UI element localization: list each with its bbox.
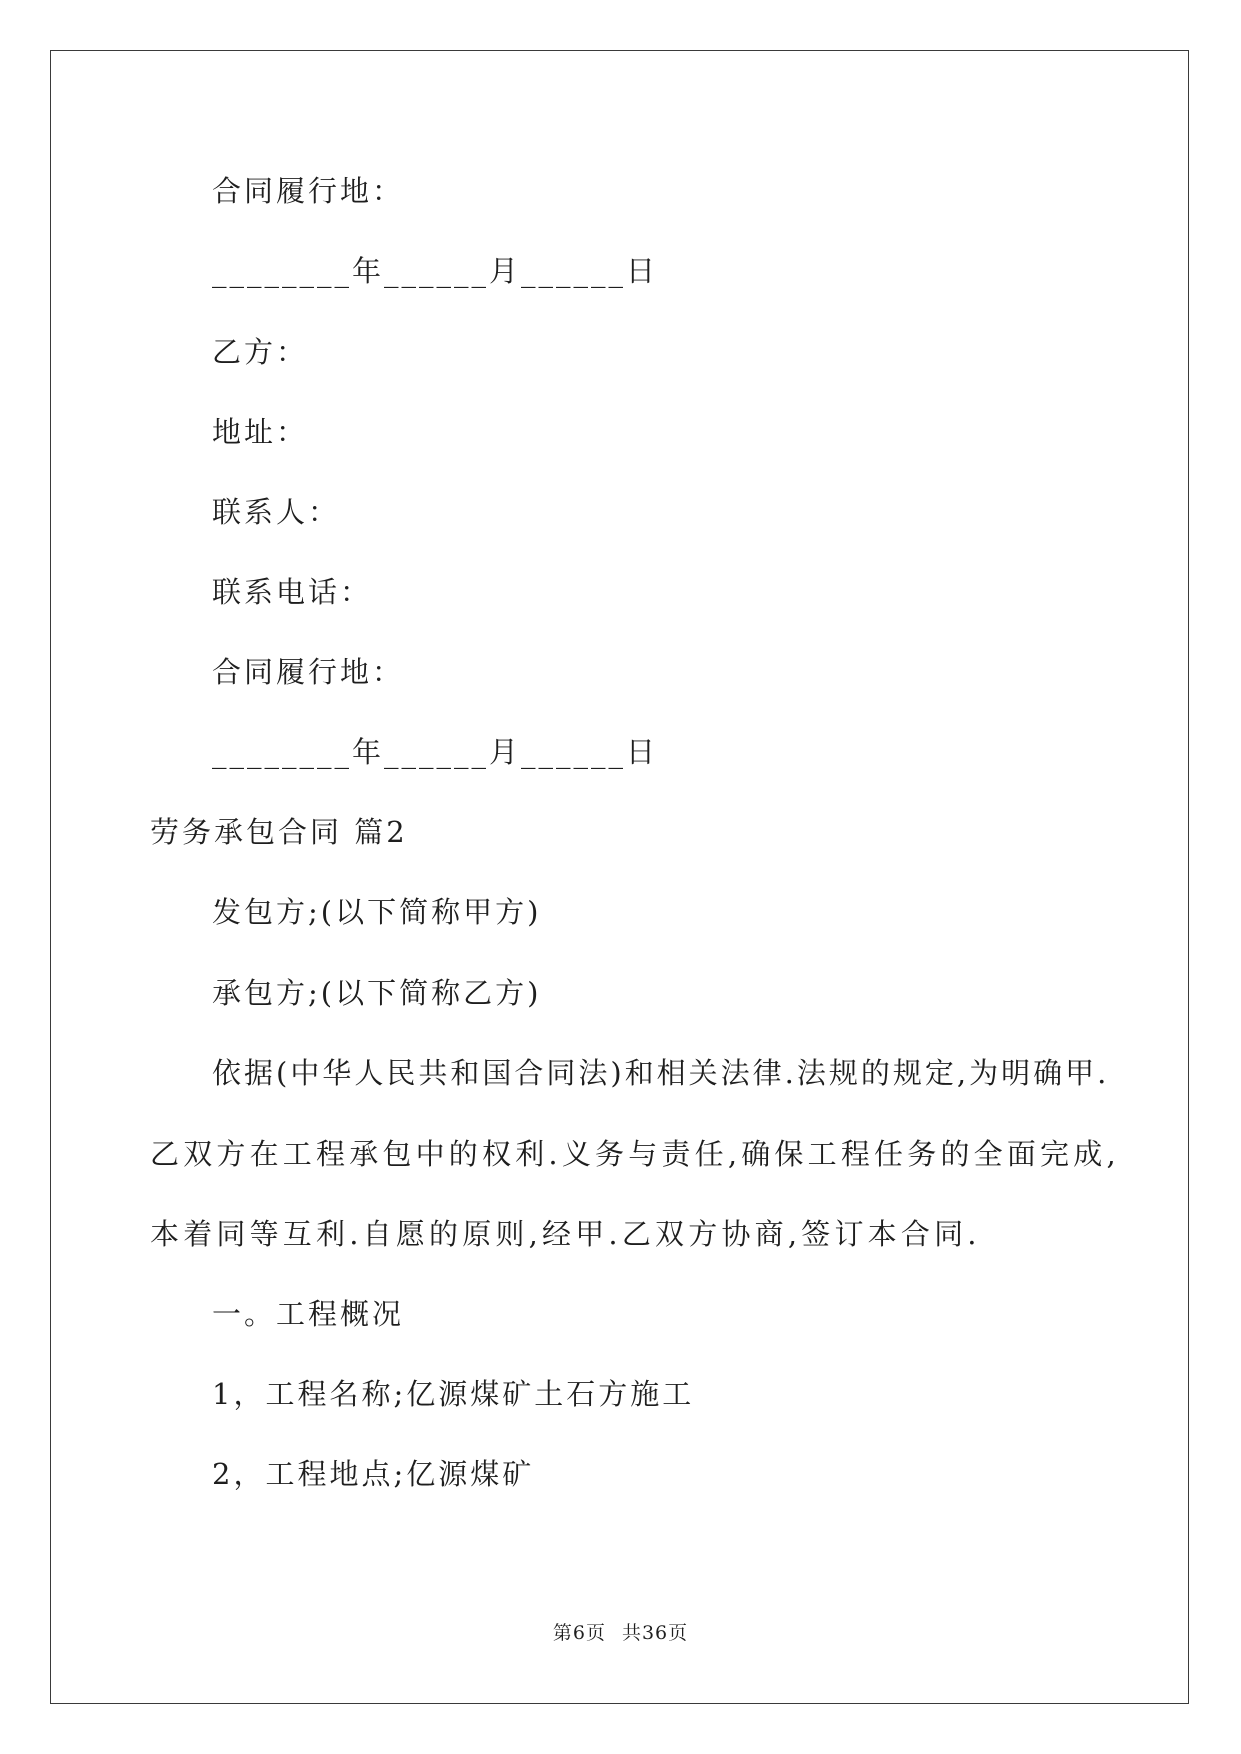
overview-heading: 一。工程概况 (212, 1297, 405, 1331)
page-footer (0, 1618, 1241, 1645)
paragraph-line: 乙双方在工程承包中的权利.义务与责任,确保工程任务的全面完成, (150, 1137, 1120, 1171)
party-b-label: 乙方： (212, 335, 309, 369)
date-blank-line: ________年______月______日 (212, 254, 659, 288)
employer-line: 发包方;(以下简称甲方) (212, 895, 542, 929)
page-total: 共36页 (621, 1622, 689, 1644)
address-label: 地址： (212, 415, 309, 449)
contract-place-label: 合同履行地： (212, 655, 405, 689)
contractor-line: 承包方;(以下简称乙方) (212, 976, 542, 1010)
overview-item: 2，工程地点;亿源煤矿 (212, 1457, 535, 1491)
paragraph-line: 本着同等互利.自愿的原则,经甲.乙双方协商,签订本合同. (150, 1217, 981, 1251)
overview-item: 1，工程名称;亿源煤矿土石方施工 (212, 1377, 695, 1411)
section-title: 劳务承包合同 篇2 (150, 815, 408, 849)
contract-place-label: 合同履行地： (212, 174, 405, 208)
page-number: 第6页 (552, 1622, 606, 1644)
paragraph-line: 依据(中华人民共和国合同法)和相关法律.法规的规定,为明确甲. (212, 1056, 1110, 1090)
contact-person-label: 联系人： (212, 495, 341, 529)
date-blank-line: ________年______月______日 (212, 735, 659, 769)
contact-phone-label: 联系电话： (212, 575, 373, 609)
